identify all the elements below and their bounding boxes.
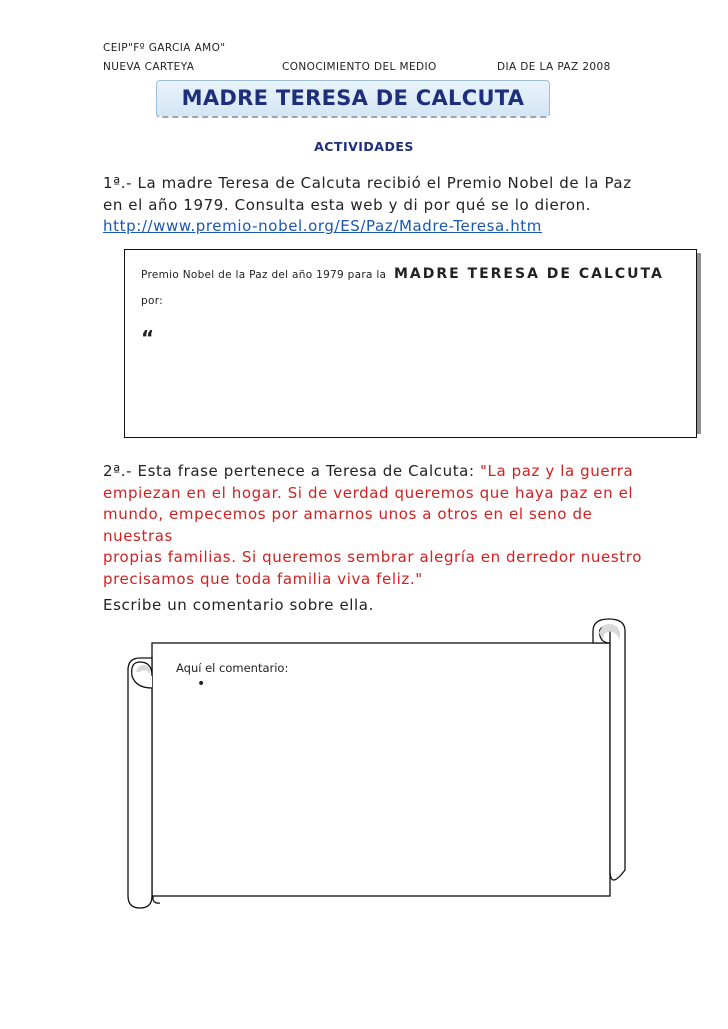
- answer-box-name: MADRE TERESA DE CALCUTA: [393, 266, 664, 282]
- nobel-web-link[interactable]: http://www.premio-nobel.org/ES/Paz/Madre-Teresa.htm: [103, 217, 542, 235]
- answer-box-por: por:: [141, 295, 163, 307]
- comment-label: Aquí el comentario:: [176, 661, 289, 675]
- comment-bullet[interactable]: •: [197, 676, 206, 692]
- section-subtitle: ACTIVIDADES: [314, 139, 414, 154]
- event-name: DIA DE LA PAZ 2008: [497, 61, 611, 73]
- quote-line-5: precisamos que toda familia viva feliz.": [103, 569, 423, 588]
- quote-line-2: empiezan en el hogar. Si de verdad queremos que haya paz en el: [103, 483, 634, 502]
- quote-line-1: "La paz y la guerra: [480, 462, 634, 480]
- activity-1-line-1: 1ª.- La madre Teresa de Calcuta recibió el Premio Nobel de la Paz: [103, 174, 632, 192]
- school-name: CEIP"Fº GARCIA AMO": [103, 42, 226, 54]
- quote-line-4: propias familias. Si queremos sembrar alegría en derredor nuestro: [103, 548, 642, 566]
- activity-2-instruction: Escribe un comentario sobre ella.: [103, 596, 374, 614]
- activity-1-line-2: en el año 1979. Consulta esta web y di por qué se lo dieron.: [103, 195, 592, 214]
- town-name: NUEVA CARTEYA: [103, 61, 195, 73]
- page-title: MADRE TERESA DE CALCUTA: [181, 86, 525, 110]
- answer-box-prefix: Premio Nobel de la Paz del año 1979 para la: [141, 269, 387, 281]
- quote-line-3: mundo, empecemos por amarnos unos a otros en el seno de nuestras: [103, 505, 593, 545]
- activity-2-intro: 2ª.- Esta frase pertenece a Teresa de Calcuta:: [103, 462, 480, 480]
- subject-name: CONOCIMIENTO DEL MEDIO: [282, 61, 437, 73]
- answer-box-quote-mark: “: [141, 326, 155, 350]
